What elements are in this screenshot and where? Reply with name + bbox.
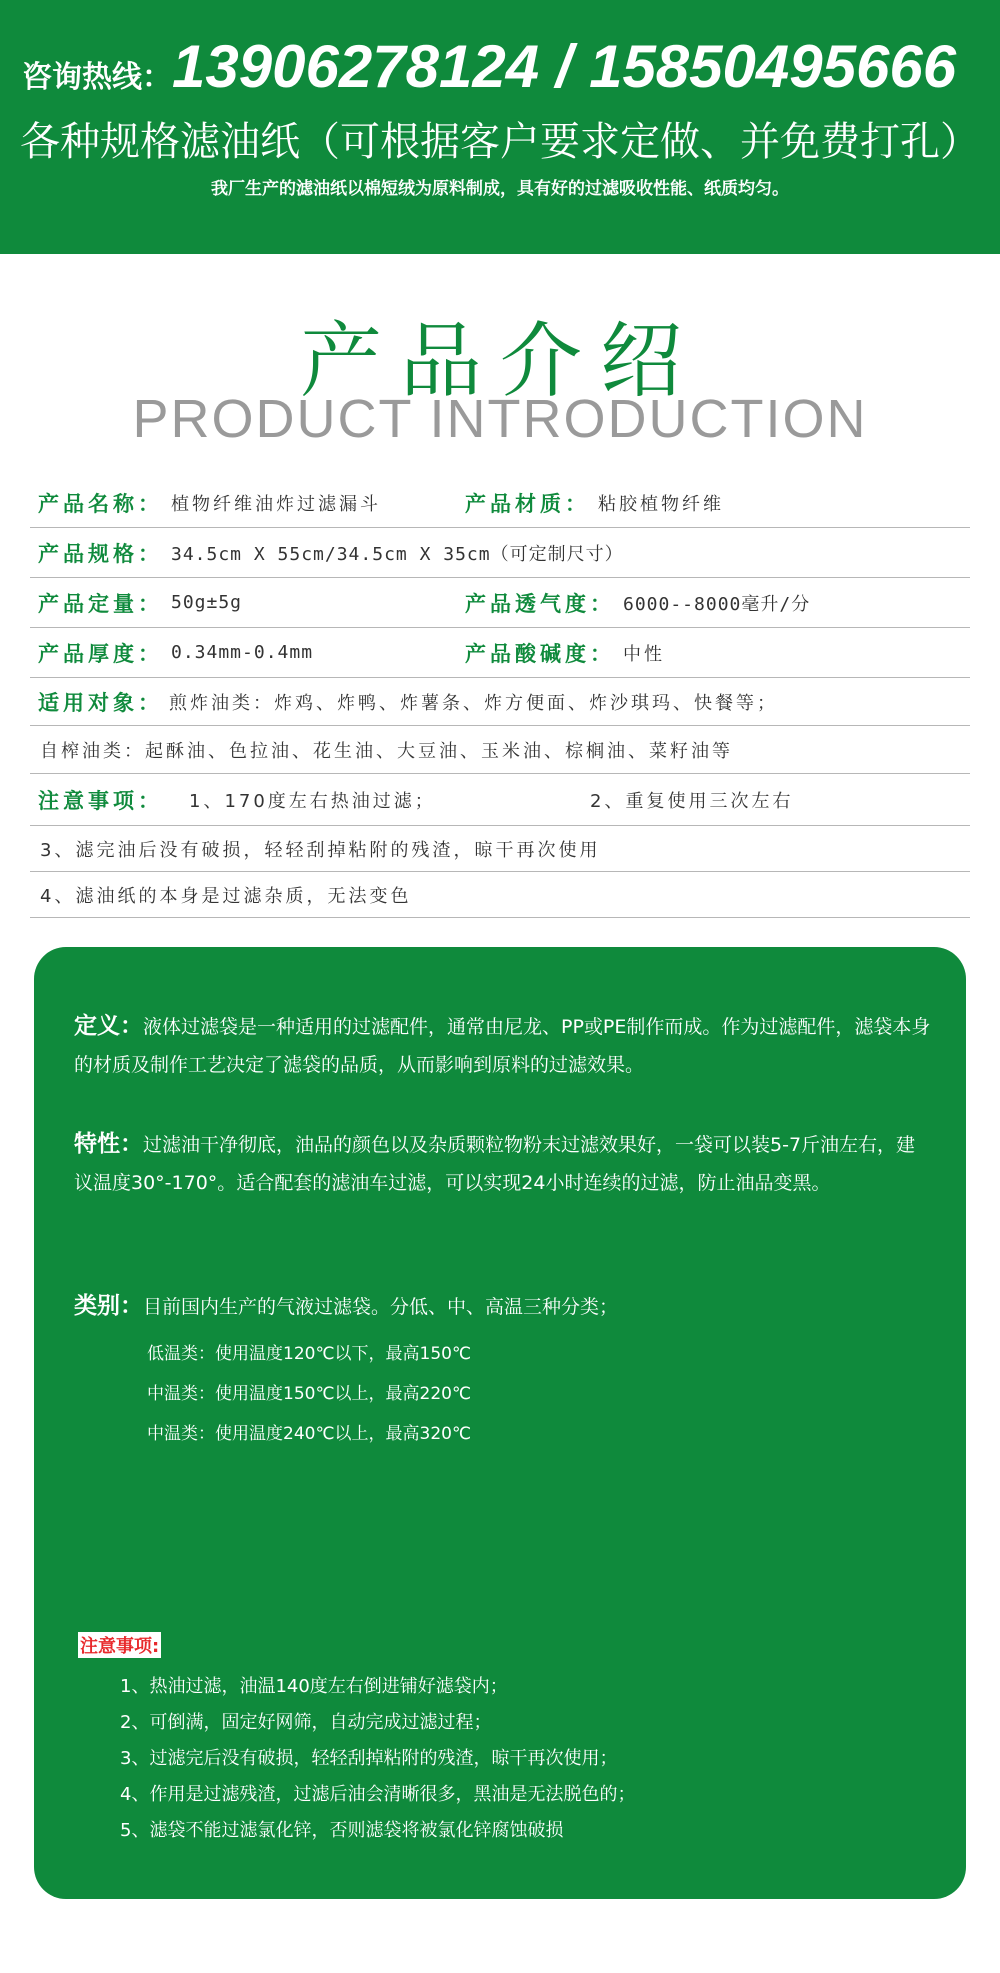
note-item: 4、作用是过滤残渣，过滤后油会清晰很多，黑油是无法脱色的； (120, 1784, 636, 1805)
hotline (22, 32, 956, 101)
spec-row (30, 628, 970, 678)
notes-title: 注意事项: (78, 1632, 161, 1658)
category-section (74, 1287, 934, 1326)
spec-row (30, 678, 970, 726)
definition-section (74, 1007, 934, 1084)
spec-value: 粘胶植物纤维 (598, 493, 724, 515)
spec-label: 产品规格： (38, 541, 163, 566)
spec-value: 34.5cm X 55cm/34.5cm X 35cm（可定制尺寸） (171, 543, 624, 565)
category-label: 类别： (74, 1293, 143, 1319)
spec-label: 适用对象： (38, 690, 163, 715)
spec-label: 产品名称： (38, 491, 163, 516)
spec-table (30, 478, 970, 918)
spec-label: 产品材质： (465, 491, 590, 516)
feature-text: 过滤油干净彻底，油品的颜色以及杂质颗粒物粉末过滤效果好，一袋可以装5-7斤油左右，建议温度30°-170°。适合配套的滤油车过滤，可以实现24小时连续的过滤，防止油品变黑。 (74, 1134, 916, 1194)
spec-value: 植物纤维油炸过滤漏斗 (171, 493, 381, 515)
spec-row (30, 528, 970, 578)
subline: 我厂生产的滤油纸以棉短绒为原料制成，具有好的过滤吸收性能、纸质均匀。 (211, 179, 789, 199)
spec-value: 煎炸油类：炸鸡、炸鸭、炸薯条、炸方便面、炸沙琪玛、快餐等； (169, 692, 778, 714)
page-title: 产品介绍 (299, 314, 700, 409)
feature-label: 特性： (74, 1131, 143, 1157)
note-item: 1、热油过滤，油温140度左右倒进铺好滤袋内； (120, 1676, 508, 1697)
category-high: 中温类：使用温度240℃以上，最高320℃ (147, 1424, 472, 1444)
category-text: 目前国内生产的气液过滤袋。分低、中、高温三种分类； (143, 1296, 619, 1318)
spec-value: 3、滤完油后没有破损，轻轻刮掉粘附的残渣，晾干再次使用 (40, 839, 601, 861)
spec-value: 2、重复使用三次左右 (590, 790, 794, 812)
info-panel (34, 947, 966, 1899)
spec-label: 产品厚度： (38, 641, 163, 666)
spec-row (30, 826, 970, 872)
hotline-label: 咨询热线： (22, 60, 172, 95)
spec-row (30, 872, 970, 918)
spec-row (30, 774, 970, 826)
spec-label: 产品酸碱度： (465, 641, 615, 666)
spec-value: 6000--8000毫升/分 (623, 593, 811, 615)
definition-text: 液体过滤袋是一种适用的过滤配件，通常由尼龙、PP或PE制作而成。作为过滤配件，滤袋本身的材质及制作工艺决定了滤袋的品质，从而影响到原料的过滤效果。 (74, 1016, 931, 1076)
spec-value: 50g±5g (171, 592, 243, 613)
spec-label: 产品定量： (38, 591, 163, 616)
note-item: 5、滤袋不能过滤氯化锌，否则滤袋将被氯化锌腐蚀破损 (120, 1820, 564, 1841)
header-banner (0, 0, 1000, 254)
page-title-english: PRODUCT INTRODUCTION (132, 389, 868, 449)
spec-label: 注意事项： (38, 788, 163, 813)
spec-row (30, 478, 970, 528)
spec-label: 产品透气度： (465, 591, 615, 616)
spec-row (30, 726, 970, 774)
feature-section (74, 1125, 934, 1202)
category-mid: 中温类：使用温度150℃以上，最高220℃ (147, 1384, 472, 1404)
note-item: 2、可倒满，固定好网筛，自动完成过滤过程； (120, 1712, 492, 1733)
spec-value: 4、滤油纸的本身是过滤杂质，无法变色 (40, 885, 412, 907)
spec-value: 自榨油类：起酥油、色拉油、花生油、大豆油、玉米油、棕榈油、菜籽油等 (40, 740, 733, 762)
spec-value: 0.34mm-0.4mm (171, 642, 314, 663)
spec-value: 中性 (623, 643, 665, 665)
hotline-numbers[interactable]: 13906278124 / 15850495666 (172, 33, 957, 100)
category-low: 低温类：使用温度120℃以下，最高150℃ (147, 1344, 472, 1364)
definition-label: 定义： (74, 1013, 143, 1039)
spec-row (30, 578, 970, 628)
note-item: 3、过滤完后没有破损，轻轻刮掉粘附的残渣，晾干再次使用； (120, 1748, 618, 1769)
headline: 各种规格滤油纸（可根据客户要求定做、并免费打孔） (20, 119, 980, 165)
spec-value: 1、170度左右热油过滤； (189, 790, 436, 812)
